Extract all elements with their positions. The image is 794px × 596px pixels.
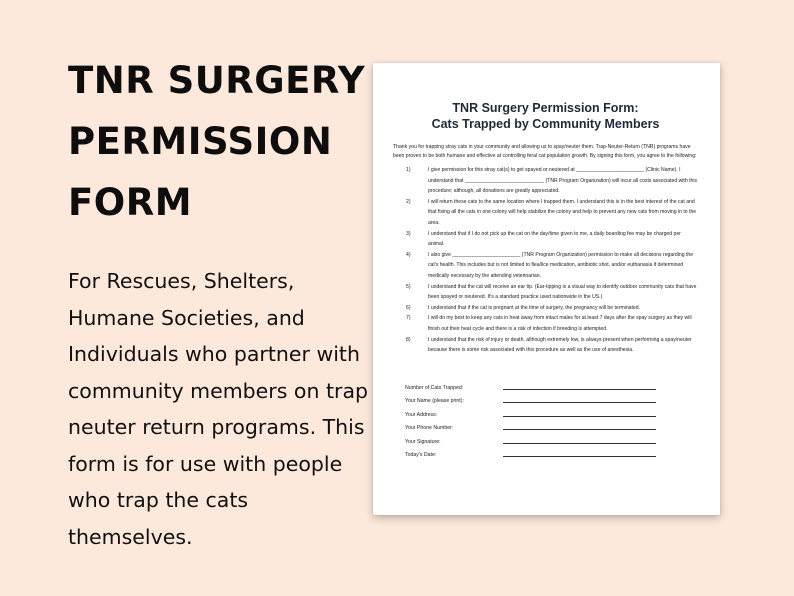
agreement-item-text: I understand that the cat will receive an ear tip. (Ear-tipping is a visual way to identify outdoor community cats that have been spayed or neutered. It's a standard practice used nationwide in the US.) xyxy=(428,283,697,301)
agreement-item xyxy=(393,303,698,314)
field-label-date: Today's Date: xyxy=(405,452,437,459)
field-label-name: Your Name (please print): xyxy=(405,398,464,405)
agreement-item xyxy=(393,313,698,334)
agreement-item-text: I give permission for this stray cat(s) to get spayed or neutered at ________________________ (Clinic Name). I understand that ____________________________ (TNR Program Organization) will incur all costs associated with this procedure; although, all donations are greatly appreciated. xyxy=(428,167,697,195)
document-title-line-2: Cats Trapped by Community Members xyxy=(431,117,660,131)
agreement-item xyxy=(393,197,698,229)
field-line-address xyxy=(503,411,656,417)
agreement-item-text: I understand that the risk of injury or death, although extremely low, is always present when performing a spay/neuter because there is some risk associated with this procedure as well as the use of anesthesia. xyxy=(428,336,692,354)
field-line-signature xyxy=(503,438,656,444)
agreement-item-number: 2) xyxy=(406,198,411,205)
agreement-item-text: I also give ________________________ (TNR Program Organization) permission to make all decisions regarding the cat's health. This includes but is not limited to flea/lice medication, antibiotic shot, and/or euthanasia if determined medically necessary by the attending veterinarian. xyxy=(428,251,694,279)
headline-line-3: FORM xyxy=(68,181,193,224)
headline-line-1: TNR SURGERY xyxy=(68,59,366,102)
field-row xyxy=(393,391,698,404)
agreement-item-text: I understand that if I do not pick up the cat on the day/time given to me, a daily boarding fee may be charged per animal. xyxy=(428,230,681,248)
field-row xyxy=(393,445,698,458)
agreement-item-number: 1) xyxy=(406,167,411,173)
promo-text-block xyxy=(68,50,368,555)
field-row xyxy=(393,378,698,391)
agreement-item xyxy=(393,282,698,303)
form-document-preview xyxy=(373,63,720,515)
document-title-line-1: TNR Surgery Permission Form: xyxy=(452,101,639,115)
agreement-item-number: 8) xyxy=(406,336,411,343)
field-line-name xyxy=(503,397,656,403)
agreement-item xyxy=(393,335,698,356)
field-label-address: Your Address: xyxy=(405,411,438,418)
document-intro: Thank you for trapping stray cats in your community and allowing us to spay/neuter them. Trap-Neuter-Return (TNR) programs have been proven to be both humane and effective at controlling feral cat population growth. By signing this form, you agree to the following: xyxy=(393,144,697,159)
headline-line-2: PERMISSION xyxy=(68,120,333,163)
agreement-item xyxy=(393,229,698,250)
agreement-item xyxy=(393,250,698,282)
agreement-item-text: I understand that if the cat is pregnant at the time of surgery, the pregnancy will be terminated. xyxy=(428,304,640,311)
headline xyxy=(68,50,368,233)
agreement-item-text: I will return these cats to the same location where I trapped them. I understand this is in the best interest of the cat and that fixing all the cats in one colony will help stabilize the colony and help to prevent any new cats from moving in to the area. xyxy=(428,198,697,226)
agreement-item-number: 7) xyxy=(406,315,411,322)
agreement-item-number: 6) xyxy=(406,304,411,311)
field-line-date xyxy=(503,451,656,457)
agreement-item-number: 5) xyxy=(406,283,411,290)
field-line-phone xyxy=(503,424,656,430)
field-line-cats-trapped xyxy=(503,384,656,390)
field-row xyxy=(393,431,698,444)
agreement-list xyxy=(393,165,698,356)
field-row xyxy=(393,404,698,417)
signature-fields xyxy=(393,378,698,458)
description: For Rescues, Shelters, Humane Societies, and Individuals who partner with community members on trap neuter return programs. This form is for use with people who trap the cats themselves. xyxy=(68,269,369,549)
field-label-signature: Your Signature: xyxy=(405,438,441,445)
document-title xyxy=(393,100,698,132)
field-label-phone: Your Phone Number: xyxy=(405,425,454,432)
field-row xyxy=(393,418,698,431)
field-label-cats-trapped: Number of Cats Trapped: xyxy=(405,385,464,392)
agreement-item-number: 3) xyxy=(406,230,411,237)
agreement-item-text: I will do my best to keep any cats in heat away from intact males for at least 7 days after the spay surgery as they will finish out their heat cycle and there is a risk of infection if breeding is attempted. xyxy=(428,315,692,332)
agreement-item xyxy=(393,165,698,197)
agreement-item-number: 4) xyxy=(406,251,411,258)
